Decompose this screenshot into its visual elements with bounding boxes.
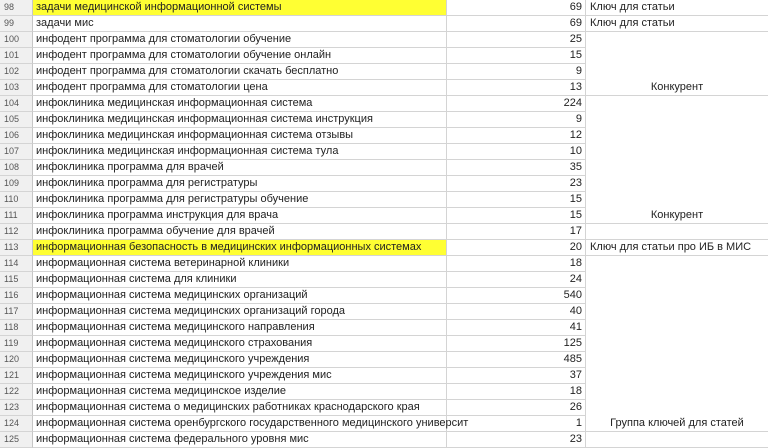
row-number[interactable]: 102 (0, 64, 33, 80)
note-cell[interactable] (586, 224, 768, 240)
frequency-cell[interactable]: 1 (447, 416, 586, 432)
row-number[interactable]: 125 (0, 432, 33, 448)
row-number[interactable]: 108 (0, 160, 33, 176)
frequency-cell[interactable]: 17 (447, 224, 586, 240)
frequency-cell[interactable]: 15 (447, 48, 586, 64)
frequency-cell[interactable]: 41 (447, 320, 586, 336)
keyword-cell[interactable]: инфоклиника программа для врачей (33, 160, 447, 176)
row-number[interactable]: 122 (0, 384, 33, 400)
keyword-cell[interactable]: инфоклиника программа обучение для врачей (33, 224, 447, 240)
frequency-cell[interactable]: 35 (447, 160, 586, 176)
frequency-cell[interactable]: 12 (447, 128, 586, 144)
merged-note-cell[interactable]: Конкурент (586, 96, 768, 224)
keyword-cell[interactable]: инфоклиника программа инструкция для врача (33, 208, 447, 224)
table-row (0, 240, 768, 256)
keyword-cell[interactable]: информационная система федерального уровня мис (33, 432, 447, 448)
row-number[interactable]: 115 (0, 272, 33, 288)
frequency-cell[interactable]: 540 (447, 288, 586, 304)
frequency-cell[interactable]: 9 (447, 112, 586, 128)
frequency-cell[interactable]: 9 (447, 64, 586, 80)
frequency-cell[interactable]: 15 (447, 192, 586, 208)
keyword-cell[interactable]: инфодент программа для стоматологии скачать бесплатно (33, 64, 447, 80)
row-number[interactable]: 99 (0, 16, 33, 32)
frequency-cell[interactable]: 18 (447, 384, 586, 400)
row-number[interactable]: 119 (0, 336, 33, 352)
row-number[interactable]: 120 (0, 352, 33, 368)
row-number[interactable]: 104 (0, 96, 33, 112)
merged-note-cell[interactable]: Группа ключей для статей (586, 256, 768, 432)
keyword-cell[interactable]: инфодент программа для стоматологии обучение онлайн (33, 48, 447, 64)
frequency-cell[interactable]: 69 (447, 0, 586, 16)
table-row (0, 432, 768, 448)
frequency-cell[interactable]: 15 (447, 208, 586, 224)
row-number[interactable]: 114 (0, 256, 33, 272)
row-number[interactable]: 123 (0, 400, 33, 416)
note-cell[interactable]: Ключ для статьи (586, 16, 768, 32)
keyword-cell[interactable]: инфоклиника программа для регистратуры обучение (33, 192, 447, 208)
row-number[interactable]: 111 (0, 208, 33, 224)
keyword-cell[interactable]: информационная система медицинских организаций города (33, 304, 447, 320)
row-number[interactable]: 112 (0, 224, 33, 240)
frequency-cell[interactable]: 24 (447, 272, 586, 288)
frequency-cell[interactable]: 23 (447, 176, 586, 192)
row-number[interactable]: 106 (0, 128, 33, 144)
keyword-cell[interactable]: информационная система медицинского страхования (33, 336, 447, 352)
frequency-cell[interactable]: 10 (447, 144, 586, 160)
row-number[interactable]: 121 (0, 368, 33, 384)
frequency-cell[interactable]: 69 (447, 16, 586, 32)
row-number[interactable]: 118 (0, 320, 33, 336)
row-number[interactable]: 109 (0, 176, 33, 192)
frequency-cell[interactable]: 40 (447, 304, 586, 320)
keyword-cell[interactable]: информационная система ветеринарной клиники (33, 256, 447, 272)
frequency-cell[interactable]: 18 (447, 256, 586, 272)
note-cell[interactable] (586, 432, 768, 448)
keyword-cell[interactable]: информационная система медицинского направления (33, 320, 447, 336)
keyword-cell[interactable]: инфоклиника медицинская информационная система отзывы (33, 128, 447, 144)
keyword-cell[interactable]: информационная система медицинского учреждения (33, 352, 447, 368)
keyword-cell[interactable]: информационная безопасность в медицинских информационных системах (33, 240, 447, 256)
row-number[interactable]: 107 (0, 144, 33, 160)
row-number[interactable]: 101 (0, 48, 33, 64)
row-number[interactable]: 117 (0, 304, 33, 320)
keyword-cell[interactable]: информационная система медицинских организаций (33, 288, 447, 304)
keyword-cell[interactable]: информационная система медицинское изделие (33, 384, 447, 400)
keyword-cell[interactable]: информационная система медицинского учреждения мис (33, 368, 447, 384)
keyword-cell[interactable]: информационная система оренбургского государственного медицинского университ (33, 416, 447, 432)
frequency-cell[interactable]: 224 (447, 96, 586, 112)
keyword-cell[interactable]: задачи медицинской информационной системы (33, 0, 447, 16)
frequency-cell[interactable]: 485 (447, 352, 586, 368)
row-number[interactable]: 100 (0, 32, 33, 48)
row-number[interactable]: 105 (0, 112, 33, 128)
keyword-cell[interactable]: инфоклиника медицинская информационная система тула (33, 144, 447, 160)
frequency-cell[interactable]: 37 (447, 368, 586, 384)
keyword-cell[interactable]: инфоклиника медицинская информационная система инструкция (33, 112, 447, 128)
frequency-cell[interactable]: 25 (447, 32, 586, 48)
frequency-cell[interactable]: 20 (447, 240, 586, 256)
note-cell[interactable]: Ключ для статьи (586, 0, 768, 16)
keyword-cell[interactable]: инфодент программа для стоматологии обучение (33, 32, 447, 48)
frequency-cell[interactable]: 13 (447, 80, 586, 96)
keyword-cell[interactable]: инфоклиника программа для регистратуры (33, 176, 447, 192)
row-number[interactable]: 124 (0, 416, 33, 432)
keyword-cell[interactable]: задачи мис (33, 16, 447, 32)
frequency-cell[interactable]: 23 (447, 432, 586, 448)
merged-note-cell[interactable]: Конкурент (586, 32, 768, 96)
row-number[interactable]: 113 (0, 240, 33, 256)
keyword-cell[interactable]: информационная система о медицинских работниках краснодарского края (33, 400, 447, 416)
keyword-cell[interactable]: инфоклиника медицинская информационная система (33, 96, 447, 112)
keyword-cell[interactable]: инфодент программа для стоматологии цена (33, 80, 447, 96)
keyword-cell[interactable]: информационная система для клиники (33, 272, 447, 288)
frequency-cell[interactable]: 26 (447, 400, 586, 416)
table-row (0, 16, 768, 32)
frequency-cell[interactable]: 125 (447, 336, 586, 352)
table-row (0, 0, 768, 16)
row-number[interactable]: 98 (0, 0, 33, 16)
row-number[interactable]: 110 (0, 192, 33, 208)
table-row (0, 224, 768, 240)
note-cell[interactable]: Ключ для статьи про ИБ в МИС (586, 240, 768, 256)
row-number[interactable]: 103 (0, 80, 33, 96)
row-number[interactable]: 116 (0, 288, 33, 304)
